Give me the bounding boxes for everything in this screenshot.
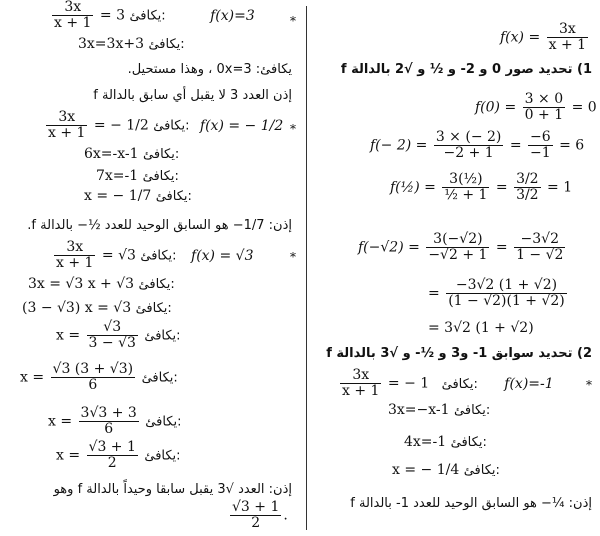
f0-result: = 0: [571, 99, 597, 116]
c-step-6-fraction: [87, 440, 138, 471]
b-step-2: [96, 168, 179, 185]
c-conclusion: إذن: العدد √3 يقبل سابقا وحيداً بالدالة f وهو: [53, 482, 292, 497]
c-fraction: [54, 240, 95, 271]
c-step-5: [48, 406, 181, 437]
equivalent-label: يكافئ:: [140, 248, 177, 264]
fraction-numerator: √3 + 1: [232, 499, 280, 515]
bullet-star: *: [290, 14, 296, 28]
bullet-star: *: [290, 250, 296, 264]
b-step-1: [84, 146, 179, 163]
equivalent-label: يكافئ:: [148, 37, 185, 52]
equation-root3: [52, 240, 253, 271]
column-divider: [306, 6, 307, 530]
equivalent-label: يكافئ:: [454, 403, 491, 418]
fx-label: f(x) =: [500, 29, 541, 46]
fraction-denominator: x + 1: [48, 125, 86, 141]
f-of-minus-root2-step2: = $\frac{-3√2 (1 + √2)}{(1 - √2)(1 + √2)}$: [428, 277, 565, 309]
equivalent-label: يكافئ:: [135, 301, 172, 316]
a-step-1-math: 3x=3x+3: [78, 36, 144, 52]
fraction-denominator: 3/2: [516, 187, 539, 203]
equation-minus-1: [338, 368, 554, 399]
fraction-denominator: (1 − √2)(1 + √2): [448, 293, 565, 309]
fm2-result: = 6: [559, 137, 585, 154]
fraction-numerator: 3(½): [442, 172, 489, 188]
a-fx: f(x)=3: [210, 7, 255, 24]
equation-3: [50, 0, 255, 31]
equivalent-label: يكافئ:: [463, 463, 500, 478]
a-rhs: = 3: [99, 7, 125, 24]
c-step-4-fraction: [51, 362, 136, 393]
fm2-lhs: f(− 2) =: [370, 137, 428, 154]
function-definition: [500, 22, 590, 53]
fsq-lhs: f(−√2) =: [358, 239, 420, 256]
fraction-numerator: 3 × (− 2): [435, 129, 502, 145]
a-step-2: [128, 62, 292, 78]
fraction-numerator: 3x: [54, 240, 95, 256]
b-step-3: [84, 188, 192, 205]
equivalent-label: يكافئ:: [255, 62, 292, 77]
equivalent-label: يكافئ:: [153, 118, 190, 134]
eq1-step-3-math: x = − 1/4: [392, 462, 460, 478]
fhalf-lhs: f(½) =: [390, 179, 436, 196]
equivalent-label: يكافئ:: [129, 8, 166, 24]
b-step-2-math: 7x=-1: [96, 168, 139, 184]
fraction-numerator: −3√2 (1 + √2): [446, 278, 567, 294]
equivalent-label: يكافئ:: [138, 277, 175, 292]
f0-lhs: f(0) =: [475, 99, 517, 116]
c-step-3-fraction: [87, 320, 138, 351]
a-step-2-math: 0x=3 ، وهذا مستحيل.: [127, 62, 252, 77]
fraction-denominator: 2: [251, 515, 261, 531]
c-final-fraction: [230, 500, 281, 531]
fraction-denominator: ½ + 1: [444, 187, 488, 203]
c-step-4: [20, 362, 178, 393]
fraction-denominator: −√2 + 1: [428, 247, 488, 263]
equivalent-label: يكافئ:: [441, 376, 478, 392]
fraction-denominator: −2 + 1: [443, 145, 494, 161]
fraction-denominator: x + 1: [54, 15, 92, 31]
f-of-0: [475, 92, 597, 123]
c-step-5-fraction: [79, 406, 139, 437]
b-fx: f(x) = − 1/2: [199, 117, 284, 134]
fraction-denominator: 0 + 1: [524, 107, 564, 123]
eq1-fx: f(x)=-1: [504, 375, 554, 392]
fraction-denominator: x + 1: [548, 37, 587, 53]
c-step-6-lhs: x =: [56, 447, 81, 464]
c-step-3: [56, 320, 181, 351]
fraction-denominator: 6: [104, 421, 114, 437]
c-step-4-lhs: x =: [20, 369, 45, 386]
fraction-numerator: 3x: [46, 110, 87, 126]
equivalent-label: يكافئ:: [145, 414, 182, 430]
f-of-minus-2: f(− 2) = $\frac{3 \times (- 2)}{-2 + 1}$ = $\frac{-6}{-1}$ = 6: [370, 129, 585, 161]
b-conclusion: إذن: 1/7− هو السابق الوحيد للعدد ½− بالدالة f.: [27, 218, 292, 233]
eq1-fraction: [340, 368, 381, 399]
c-step-6: [56, 440, 181, 471]
fraction-numerator: 3x: [52, 0, 93, 16]
question-1: 1) تحديد صور 0 و 2- و ½ و √2 بالدالة f: [340, 62, 592, 77]
fsq-fraction: [426, 232, 489, 263]
bullet-star: *: [586, 378, 592, 392]
c-step-2-math: (3 − √3) x = √3: [22, 300, 132, 316]
right-column: [310, 0, 600, 536]
equation-minus-half: [44, 110, 283, 141]
eq1-step-2-math: 4x=-1: [404, 434, 447, 450]
bullet-star: *: [290, 122, 296, 136]
c-step-2: [22, 300, 172, 317]
fsq-fraction-3: [446, 278, 567, 309]
f-of-minus-root2-result: = 3√2 (1 + √2): [428, 320, 534, 336]
fm2-fraction: [434, 130, 504, 161]
equivalent-label: يكافئ:: [141, 370, 178, 386]
question-2: 2) تحديد سوابق 1- و3 و ½- و √3 بالدالة f: [326, 346, 592, 361]
a-fraction: [52, 0, 93, 31]
equivalent-label: يكافئ:: [450, 435, 487, 450]
fraction-denominator: x + 1: [342, 383, 380, 399]
eq1-step-1: [388, 402, 490, 419]
eq1-conclusion: إذن: ¼− هو السابق الوحيد للعدد 1- بالدالة f: [350, 496, 592, 511]
fraction-numerator: 3x: [340, 368, 381, 384]
fraction-denominator: 3 − √3: [88, 335, 136, 351]
fhalf-fraction-2: [514, 172, 541, 203]
fraction-numerator: 3 × 0: [524, 91, 564, 107]
fraction-numerator: √3: [87, 320, 138, 336]
equivalent-label: يكافئ:: [155, 189, 192, 204]
fraction-numerator: 3/2: [516, 171, 539, 187]
c-step-1: [28, 276, 175, 293]
fraction-numerator: 3(−√2): [426, 232, 489, 248]
fraction-numerator: 3x: [547, 22, 588, 38]
fraction-denominator: 2: [107, 455, 117, 471]
eq1-step-2: [404, 434, 487, 451]
eq1-rhs: = − 1: [387, 375, 430, 392]
c-fx: f(x) = √3: [191, 247, 254, 264]
b-step-3-math: x = − 1/7: [84, 188, 152, 204]
eq1-step-3: [392, 462, 500, 479]
equivalent-label: يكافئ:: [142, 169, 179, 184]
f-of-half: f(½) = $\frac{\text{3(½)}}{\text{½ + 1}}$ = $\frac{3/2}{3/2}$ = 1: [390, 171, 573, 203]
f0-fraction: [523, 92, 565, 123]
c-rhs: = √3: [101, 247, 136, 264]
fhalf-result: = 1: [547, 179, 573, 196]
fraction-denominator: x + 1: [56, 255, 94, 271]
equivalent-label: يكافئ:: [143, 147, 180, 162]
b-rhs: = − 1/2: [93, 117, 149, 134]
definition-fraction: [547, 22, 588, 53]
fraction-numerator: 3√3 + 3: [80, 405, 137, 421]
c-step-5-lhs: x =: [48, 413, 73, 430]
fm2-fraction-2: [528, 130, 553, 161]
a-conclusion: إذن العدد 3 لا يقبل أي سابق بالدالة f: [93, 88, 292, 103]
fraction-numerator: √3 (3 + √3): [52, 361, 134, 377]
fraction-numerator: −6: [530, 129, 551, 145]
fraction-denominator: −1: [530, 145, 551, 161]
a-step-1: [78, 36, 185, 53]
f-of-minus-root2: f(−√2) = $\frac{3(-√2)}{-√2 + 1}$ = $\frac{-3√2}{1 - √2}$: [358, 231, 564, 263]
equivalent-label: يكافئ:: [144, 448, 181, 464]
c-final-fraction-line: $\frac{√3 + 1}{2}$ .: [232, 499, 288, 531]
fraction-denominator: 6: [88, 377, 98, 393]
fsq-fraction-2: [514, 232, 565, 263]
fraction-denominator: 1 − √2: [516, 247, 564, 263]
equivalent-label: يكافئ:: [144, 328, 181, 344]
c-step-1-math: 3x = √3 x + √3: [28, 276, 135, 292]
fraction-numerator: −3√2: [514, 232, 565, 248]
fhalf-fraction: [442, 172, 489, 203]
b-fraction: [46, 110, 87, 141]
eq1-step-1-math: 3x=−x-1: [388, 402, 450, 418]
fraction-numerator: √3 + 1: [88, 439, 136, 455]
b-step-1-math: 6x=-x-1: [84, 146, 139, 162]
c-step-3-lhs: x =: [56, 327, 81, 344]
